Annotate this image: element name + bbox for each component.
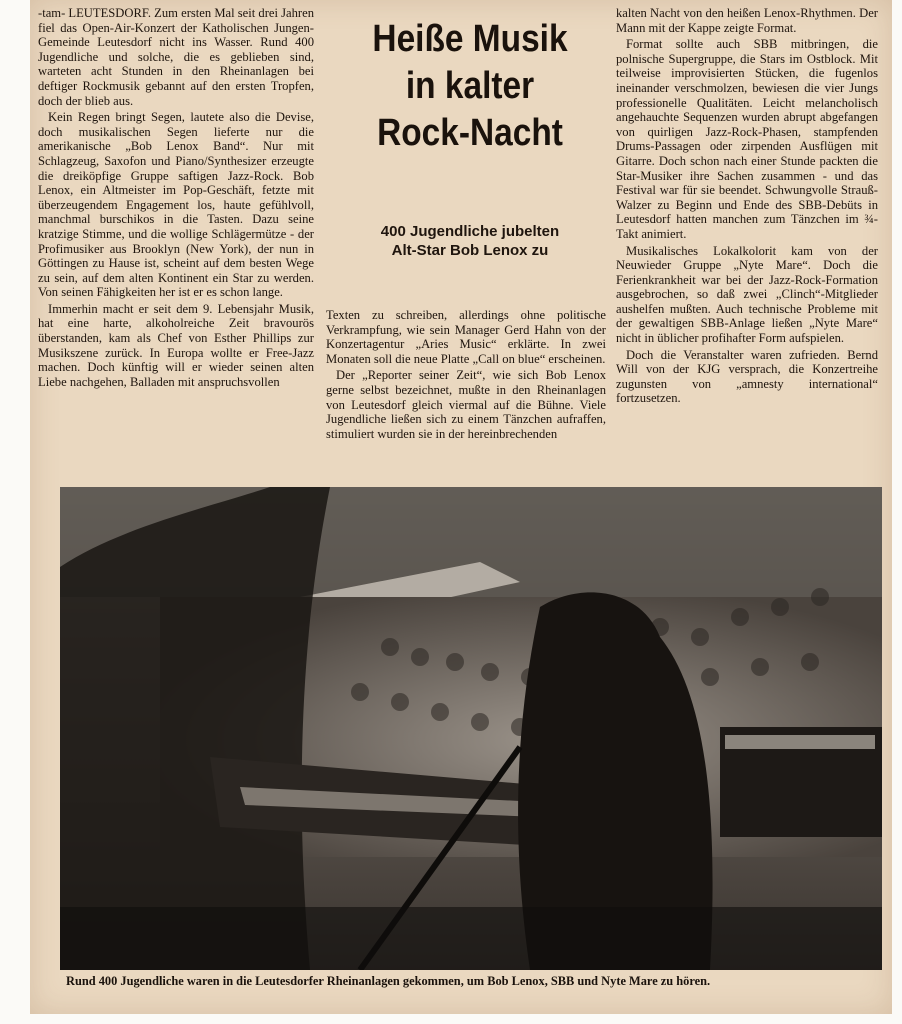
subheadline <box>330 222 610 260</box>
headline-line: Heiße Musik <box>372 18 568 60</box>
paragraph: Immerhin macht er seit dem 9. Lebensjahr Musik, hat eine harte, alkoholreiche Zeit bravourös überstanden, kam als Chef von Esther Phillips zur Musikszene zurück. In Europa wollte er Free-Jazz machen. Doch künftig will er wieder seinen alten Liebe nachgehen, Balladen mit anspruchsvollen <box>38 301 314 389</box>
paragraph: Der „Reporter seiner Zeit“, wie sich Bob Lenox gerne selbst bezeichnet, mußte in den Rheinanlagen von Leutesdorf gleich viermal auf die Bühne. Viele Jugendliche ließen sich zu einem Tänzchen aufraffen, stimuliert wurden sie in der hereinbrechenden <box>326 368 606 441</box>
paragraph: Format sollte auch SBB mitbringen, die polnische Supergruppe, die Stars im Ostblock. Mit teilweise improvisierten Stücken, die fugenlos ineinander verschmolzen, bewiesen die vier Jungs professionelle Qualitäten. Leicht melancholisch angehauchte Sequenzen wurden abrupt abgefangen von quirligen Jazz-Rock-Phasen, stampfenden Drums-Passagen oder zirpenden Ausflügen mit Gitarre. Doch schon nach einer Stunde packten die Star-Musiker ihre Sachen zusammen - und das Festival war für sie beendet. Schwungvolle Strauß-Walzer zu Beginn und Ende des SBB-Debüts in Leutesdorf hatten manchen zum Tänzchen im ¾-Takt animiert. <box>616 37 878 241</box>
article-column-2 <box>326 308 606 443</box>
paragraph: kalten Nacht von den heißen Lenox-Rhythmen. Der Mann mit der Kappe zeigte Format. <box>616 6 878 35</box>
headline <box>347 16 593 157</box>
paragraph: Doch die Veranstalter waren zufrieden. Bernd Will von der KJG versprach, die Konzertreihe zugunsten von „amnesty international“ fortzusetzen. <box>616 347 878 406</box>
paragraph: Kein Regen bringt Segen, lautete also die Devise, doch musikalischen Segen lieferte nur die amerikanische „Bob Lenox Band“. Nur mit Schlagzeug, Saxofon und Piano/Synthesizer erzeugte die dreiköpfige Gruppe saftigen Jazz-Rock. Bob Lenox, ein Altmeister im Pop-Geschäft, fetzte mit überzeugendem Engagement los, haute gefühlvoll, manchmal burschikos in die Tasten. Dazu seine kratzige Stimme, und die wollige Schlägermütze - der Profimusiker aus Brooklyn (New York), der nun in Göttingen zu Hause ist, scheint auf dem besten Wege zu sein, auf dem alten Kontinent ein Star zu werden. Von seinen Fähigkeiten her ist er es schon lange. <box>38 110 314 300</box>
paragraph: Musikalisches Lokalkolorit kam von der Neuwieder Gruppe „Nyte Mare“. Doch die Ferienkrankheit war bei der Jazz-Rock-Formation ausgebrochen, so daß zwei „Clinch“-Mitglieder aushelfen mußten. Auch technische Probleme mit der gewaltigen SBB-Anlage ließen „Nyte Mare“ nicht in üblicher profihafter Form aufspielen. <box>616 243 878 346</box>
subheadline-line: 400 Jugendliche jubelten <box>380 223 560 240</box>
subheadline-line: Alt-Star Bob Lenox zu <box>391 242 549 259</box>
headline-line: in kalter <box>405 65 535 107</box>
paragraph: -tam- LEUTESDORF. Zum ersten Mal seit drei Jahren fiel das Open-Air-Konzert der Katholischen Jungen-Gemeinde Leutesdorf nicht ins Wasser. Rund 400 Jugendliche und solche, die es geblieben sind, warteten acht Stunden in den Rheinanlagen bei deftiger Rockmusik gebannt auf den ersten Tropfen, doch der blieb aus. <box>38 6 314 108</box>
headline-line: Rock-Nacht <box>377 112 563 154</box>
concert-photo <box>60 487 882 970</box>
article-column-3 <box>616 6 878 408</box>
paragraph: Texten zu schreiben, allerdings ohne politische Verkrampfung, wie sein Manager Gerd Hahn von der Konzertagentur „Aries Music“ erklärte. In zwei Monaten soll die neue Platte „Call on blue“ erscheinen. <box>326 308 606 366</box>
article-column-1 <box>38 6 314 391</box>
photo-caption: Rund 400 Jugendliche waren in die Leutesdorfer Rheinanlagen gekommen, um Bob Lenox, SBB und Nyte Mare zu hören. <box>66 974 711 988</box>
